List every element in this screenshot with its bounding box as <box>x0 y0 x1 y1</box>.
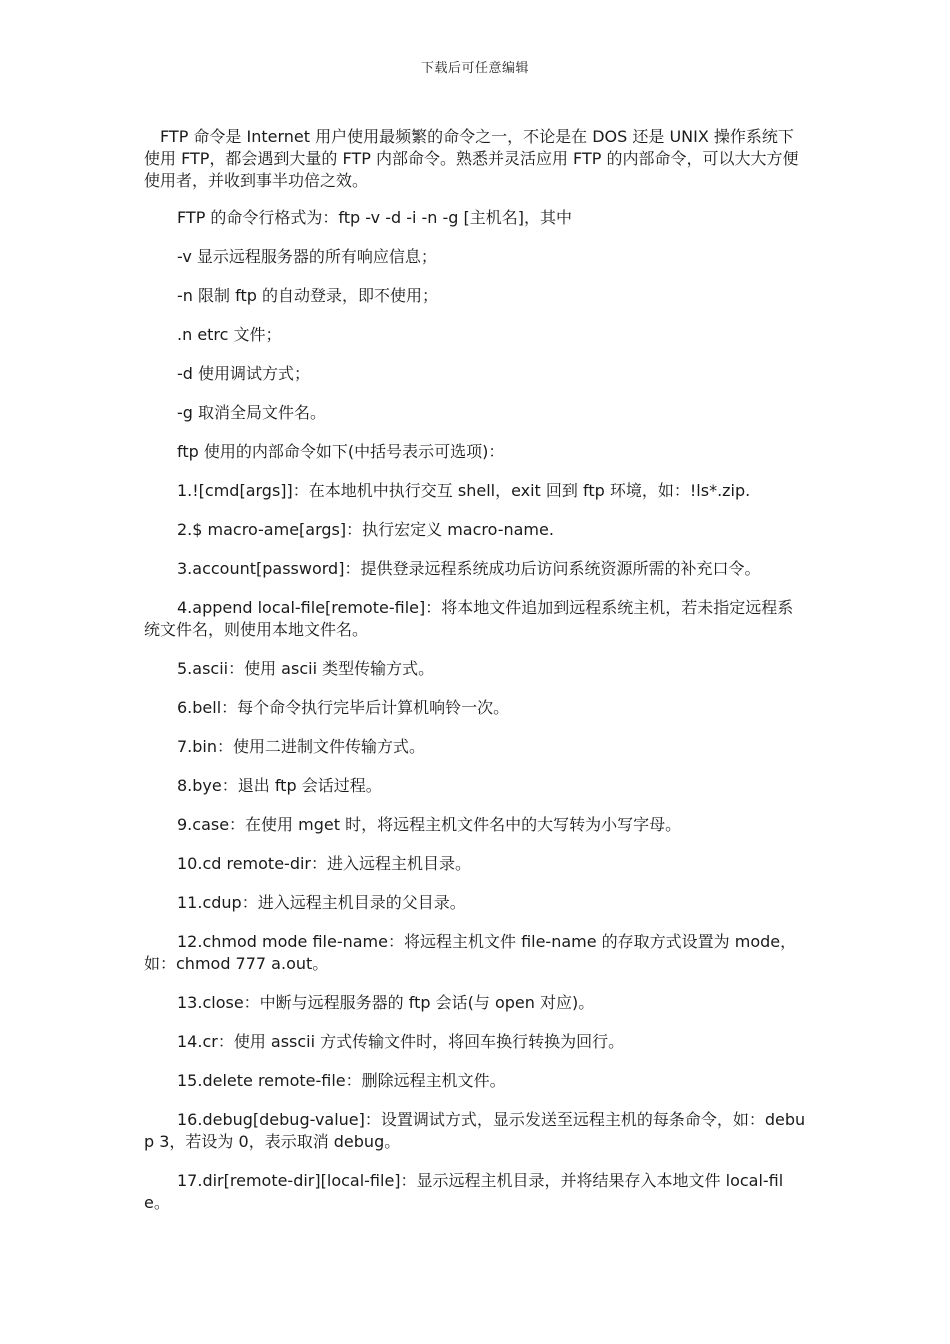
command-item: 8.bye：退出 ftp 会话过程。 <box>177 776 382 795</box>
command-item: 7.bin：使用二进制文件传输方式。 <box>177 737 426 756</box>
command-item: 12.chmod mode file-name：将远程主机文件 file-name 的存取方式设置为 mode，如：chmod 777 a.out。 <box>144 932 797 973</box>
command-item: 16.debug[debug-value]：设置调试方式，显示发送至远程主机的每条命令，如：debup 3，若设为 0，表示取消 debug。 <box>144 1110 806 1151</box>
document-body <box>144 126 809 1231</box>
option-d-line: -d 使用调试方式； <box>177 364 311 383</box>
option-n-line: -n 限制 ftp 的自动登录，即不使用； <box>177 286 438 305</box>
internal-commands-heading: ftp 使用的内部命令如下(中括号表示可选项)： <box>177 442 505 461</box>
command-item: 1.![cmd[args]]：在本地机中执行交互 shell，exit 回到 ftp 环境，如：!ls*.zip. <box>177 481 751 500</box>
intro-paragraph: FTP 命令是 Internet 用户使用最频繁的命令之一，不论是在 DOS 还是 UNIX 操作系统下使用 FTP，都会遇到大量的 FTP 内部命令。熟悉并灵活应用 FTP 的内部命令，可以大大方便使用者，并收到事半功倍之效。 <box>144 127 799 190</box>
command-item: 13.close：中断与远程服务器的 ftp 会话(与 open 对应)。 <box>177 993 595 1012</box>
command-item: 14.cr：使用 asscii 方式传输文件时，将回车换行转换为回行。 <box>177 1032 625 1051</box>
netrc-line: .n etrc 文件； <box>177 325 282 344</box>
command-item: 9.case：在使用 mget 时，将远程主机文件名中的大写转为小写字母。 <box>177 815 682 834</box>
command-item: 15.delete remote-file：删除远程主机文件。 <box>177 1071 506 1090</box>
command-item: 10.cd remote-dir：进入远程主机目录。 <box>177 854 472 873</box>
command-item: 6.bell：每个命令执行完毕后计算机响铃一次。 <box>177 698 510 717</box>
command-item: 11.cdup：进入远程主机目录的父目录。 <box>177 893 466 912</box>
option-g-line: -g 取消全局文件名。 <box>177 403 327 422</box>
command-format-line: FTP 的命令行格式为：ftp -v -d -i -n -g [主机名]，其中 <box>177 208 573 227</box>
command-item: 17.dir[remote-dir][local-file]：显示远程主机目录，并将结果存入本地文件 local-file。 <box>144 1171 784 1212</box>
command-item: 3.account[password]：提供登录远程系统成功后访问系统资源所需的补充口令。 <box>177 559 761 578</box>
command-item: 5.ascii：使用 ascii 类型传输方式。 <box>177 659 435 678</box>
page-header: 下载后可任意编辑 <box>420 61 529 76</box>
command-item: 2.$ macro-ame[args]：执行宏定义 macro-name. <box>177 520 554 539</box>
command-item: 4.append local-file[remote-file]：将本地文件追加到远程系统主机，若未指定远程系统文件名，则使用本地文件名。 <box>144 598 794 639</box>
option-v-line: -v 显示远程服务器的所有响应信息； <box>177 247 437 266</box>
